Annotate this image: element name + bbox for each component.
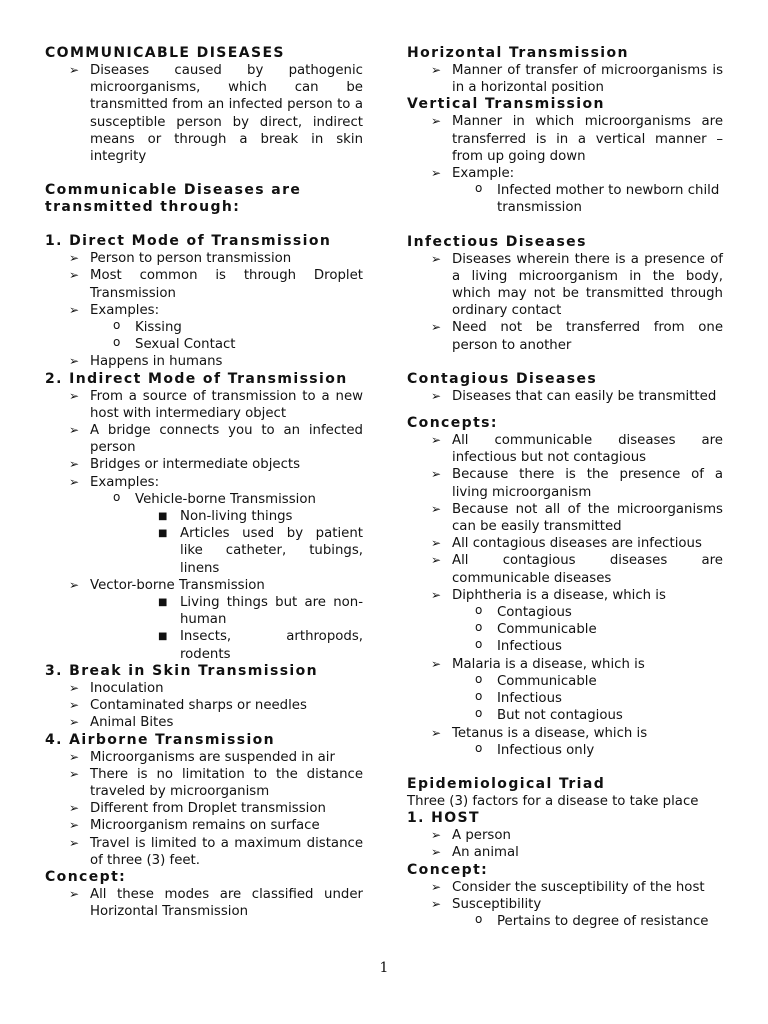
vertical-transmission-heading: Vertical Transmission xyxy=(407,96,605,113)
concepts-heading: Concepts: xyxy=(407,415,498,432)
airborne-heading: 4. Airborne Transmission xyxy=(45,731,276,748)
list-item: ➢ From a source of transmission to a new host with intermediary object xyxy=(45,388,363,422)
list-item: ➢ Happens in humans xyxy=(45,353,363,370)
contagious-diseases-heading: Contagious Diseases xyxy=(407,370,598,387)
list-item: ➢ Microorganisms are suspended in air xyxy=(45,749,363,766)
list-item: ➢ Person to person transmission xyxy=(45,250,363,267)
list-item: ➢ An animal xyxy=(407,844,723,861)
list-item: ➢ All these modes are classified under Horizontal Transmission xyxy=(45,886,363,920)
concept-heading-2: Concept: xyxy=(407,861,489,878)
list-item: ➢ A person xyxy=(407,827,723,844)
direct-mode-heading: 1. Direct Mode of Transmission xyxy=(45,233,332,250)
sub-list-item: o Kissing xyxy=(45,319,363,336)
list-item: ➢ Vector-borne Transmission xyxy=(45,577,363,594)
sub-list-item: o Infectious only xyxy=(407,742,723,759)
list-item: ➢ A bridge connects you to an infected person xyxy=(45,422,363,456)
left-column xyxy=(45,45,363,920)
list-item: ➢ Manner of transfer of microorganisms is in a horizontal position xyxy=(407,62,723,96)
transmitted-through-heading: Communicable Diseases are transmitted through: xyxy=(45,182,302,216)
square-list-item: ■ Living things but are non-human xyxy=(45,594,363,628)
sub-list-item: o Pertains to degree of resistance xyxy=(407,913,723,930)
list-item: ➢ Travel is limited to a maximum distance of three (3) feet. xyxy=(45,835,363,869)
concept-heading: Concept: xyxy=(45,868,127,885)
horizontal-transmission-heading: Horizontal Transmission xyxy=(407,45,629,61)
right-column xyxy=(407,45,723,930)
communicable-diseases-section xyxy=(45,45,363,165)
epidemiological-triad-heading: Epidemiological Triad xyxy=(407,775,606,792)
list-item: ➢ Contaminated sharps or needles xyxy=(45,697,363,714)
page-number: 1 xyxy=(379,960,389,976)
list-item: ➢ All contagious diseases are communicable diseases xyxy=(407,552,723,586)
list-item: ➢ Because not all of the microorganisms can be easily transmitted xyxy=(407,501,723,535)
square-list-item: ■ Insects, arthropods, rodents xyxy=(45,628,363,662)
sub-list-item: o Infectious xyxy=(407,638,723,655)
sub-list-item: o Sexual Contact xyxy=(45,336,363,353)
list-item: ➢ All contagious diseases are infectious xyxy=(407,535,723,552)
list-item: ➢ Examples: xyxy=(45,302,363,319)
list-item: ➢ Example: xyxy=(407,165,723,182)
communicable-definition: ➢ Diseases caused by pathogenic microorganisms, which can be transmitted from an infected person to a susceptible person by direct, indirect means or through a break in skin integrity xyxy=(45,62,363,165)
sub-list-item: o Communicable xyxy=(407,621,723,638)
triad-text: Three (3) factors for a disease to take place xyxy=(407,793,699,809)
square-list-item: ■ Articles used by patient like catheter, tubings, linens xyxy=(45,525,363,577)
list-item: ➢ Consider the susceptibility of the host xyxy=(407,879,723,896)
square-list-item: ■ Non-living things xyxy=(45,508,363,525)
infectious-diseases-heading: Infectious Diseases xyxy=(407,233,587,250)
list-item: ➢ Microorganism remains on surface xyxy=(45,817,363,834)
list-item: ➢ Diseases wherein there is a presence of a living microorganism in the body, which may not be transmitted through ordinary contact xyxy=(407,251,723,320)
list-item: ➢ Bridges or intermediate objects xyxy=(45,456,363,473)
list-item: ➢ Need not be transferred from one person to another xyxy=(407,319,723,353)
list-item: ➢ Diseases that can easily be transmitted xyxy=(407,388,723,405)
sub-list-item: o Communicable xyxy=(407,673,723,690)
list-item: ➢ All communicable diseases are infectious but not contagious xyxy=(407,432,723,466)
sub-list-item: o Contagious xyxy=(407,604,723,621)
list-item: ➢ Malaria is a disease, which is xyxy=(407,656,723,673)
list-item: ➢ Manner in which microorganisms are transferred is in a vertical manner – from up going down xyxy=(407,113,723,165)
list-item: ➢ Susceptibility xyxy=(407,896,723,913)
list-item: ➢ Different from Droplet transmission xyxy=(45,800,363,817)
sub-list-item: o But not contagious xyxy=(407,707,723,724)
list-item: ➢ Inoculation xyxy=(45,680,363,697)
sub-list-item: o Infected mother to newborn child transmission xyxy=(407,182,723,216)
host-heading: 1. HOST xyxy=(407,810,480,827)
list-item: ➢ Because there is the presence of a living microorganism xyxy=(407,466,723,500)
list-item: ➢ Most common is through Droplet Transmission xyxy=(45,267,363,301)
communicable-diseases-heading: COMMUNICABLE DISEASES xyxy=(45,45,285,61)
indirect-mode-heading: 2. Indirect Mode of Transmission xyxy=(45,370,348,387)
list-item: ➢ Diphtheria is a disease, which is xyxy=(407,587,723,604)
sub-list-item: o Vehicle-borne Transmission xyxy=(45,491,363,508)
break-in-skin-heading: 3. Break in Skin Transmission xyxy=(45,662,319,679)
list-item: ➢ Animal Bites xyxy=(45,714,363,731)
sub-list-item: o Infectious xyxy=(407,690,723,707)
list-item: ➢ Examples: xyxy=(45,474,363,491)
list-item: ➢ There is no limitation to the distance traveled by microorganism xyxy=(45,766,363,800)
list-item: ➢ Tetanus is a disease, which is xyxy=(407,725,723,742)
